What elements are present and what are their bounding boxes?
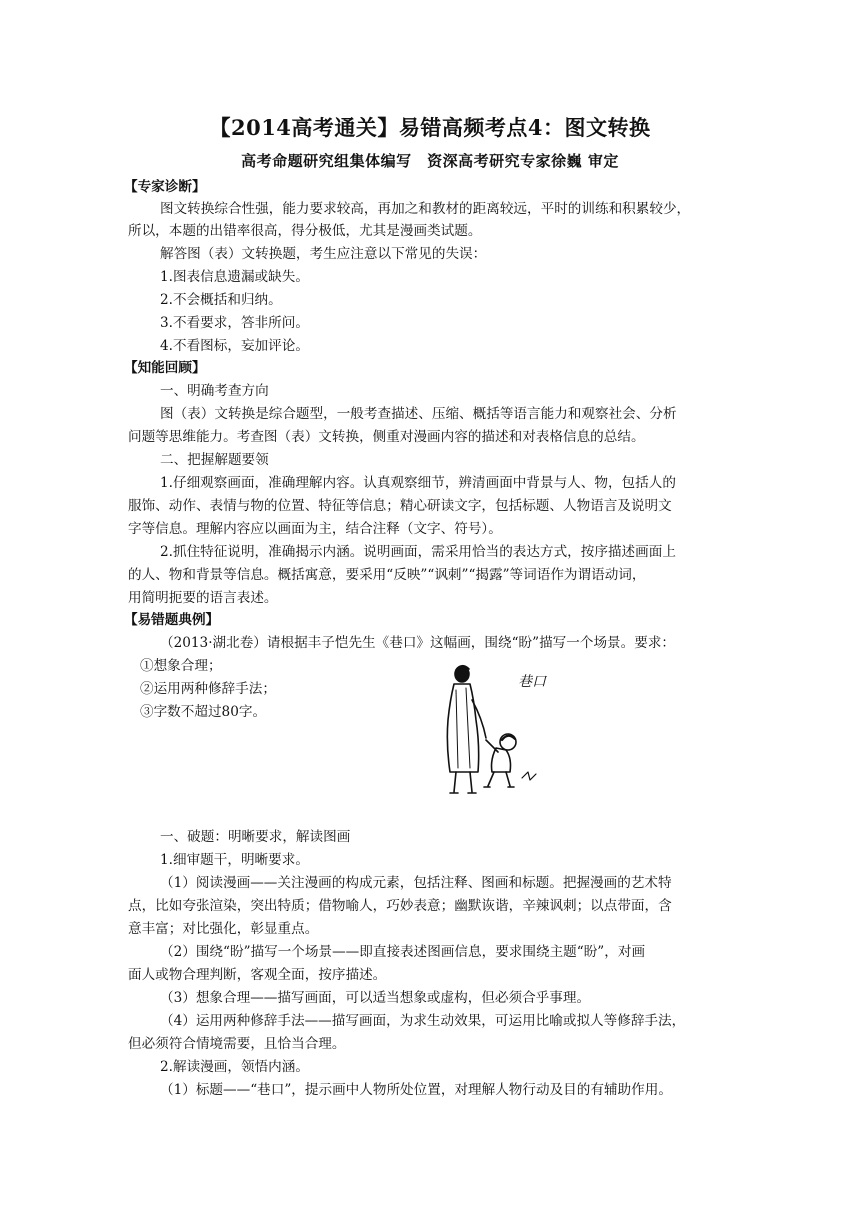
paragraph-line: （1）阅读漫画——关注漫画的构成元素，包括注释、图画和标题。把握漫画的艺术特 [160, 875, 672, 891]
paragraph-line: （1）标题——“巷口”，提示画中人物所处位置，对理解人物行动及目的有辅助作用。 [160, 1082, 672, 1098]
subsection-heading: 一、破题：明晰要求，解读图画 [160, 829, 351, 845]
paragraph-line: 解答图（表）文转换题，考生应注意以下常见的失误： [160, 246, 487, 262]
section-heading-review: 【知能回顾】 [124, 360, 206, 376]
paragraph-line: 面人或物合理判断，客观全面，按序描述。 [128, 967, 387, 983]
paragraph-line: 点，比如夸张渲染，突出特质；借物喻人，巧妙表意；幽默诙谐，辛辣讽刺；以点带面，含 [128, 898, 672, 914]
paragraph-line: （3）想象合理——描写画面，可以适当想象或虚构，但必须合乎事理。 [160, 990, 591, 1006]
list-item: 2.不会概括和归纳。 [160, 292, 282, 308]
list-item: 4.不看图标，妄加评论。 [160, 338, 309, 354]
paragraph-line: 1.仔细观察画面，准确理解内容。认真观察细节，辨清画面中背景与人、物，包括人的 [160, 475, 676, 491]
paragraph-line: 服饰、动作、表情与物的位置、特征等信息；精心研读文字，包括标题、人物语言及说明文 [128, 498, 672, 514]
paragraph-line: 的人、物和背景等信息。概括寓意，要采用“反映”“讽刺”“揭露”等词语作为谓语动词， [128, 567, 646, 583]
paragraph-line: 问题等思维能力。考查图（表）文转换，侧重对漫画内容的描述和对表格信息的总结。 [128, 429, 645, 445]
paragraph-line: 字等信息。理解内容应以画面为主，结合注释（文字、符号）。 [128, 521, 502, 537]
paragraph-line: 1.细审题干，明晰要求。 [160, 852, 309, 868]
subsection-heading: 一、明确考查方向 [160, 383, 269, 399]
paragraph-line: 但必须符合情境需要，且恰当合理。 [128, 1036, 346, 1052]
paragraph-line: （2）围绕“盼”描写一个场景——即直接表述图画信息，要求围绕主题“盼”，对画 [160, 944, 646, 960]
list-item: 1.图表信息遗漏或缺失。 [160, 269, 309, 285]
paragraph-line: 所以，本题的出错率很高，得分极低，尤其是漫画类试题。 [128, 223, 482, 239]
question-text: （2013·湖北卷）请根据丰子恺先生《巷口》这幅画，围绕“盼”描写一个场景。要求： [160, 635, 676, 651]
requirement-item: ①想象合理； [140, 658, 222, 674]
paragraph-line: 2.抓住特征说明，准确揭示内涵。说明画面，需采用恰当的表达方式，按序描述画面上 [160, 544, 676, 560]
requirement-item: ②运用两种修辞手法； [140, 681, 276, 697]
paragraph-line: 2.解读漫画，领悟内涵。 [160, 1059, 309, 1075]
paragraph-line: （4）运用两种修辞手法——描写画面，为求生动效果，可运用比喻或拟人等修辞手法， [160, 1013, 686, 1029]
requirement-item: ③字数不超过80字。 [140, 704, 267, 720]
paragraph-line: 意丰富；对比强化，彰显重点。 [128, 921, 319, 937]
paragraph-line: 图文转换综合性强，能力要求较高，再加之和教材的距离较远，平时的训练和积累较少， [160, 201, 691, 217]
paragraph-line: 图（表）文转换是综合题型，一般考查描述、压缩、概括等语言能力和观察社会、分析 [160, 406, 677, 422]
list-item: 3.不看要求，答非所问。 [160, 315, 309, 331]
cartoon-caption: 巷口 [518, 674, 546, 690]
subsection-heading: 二、把握解题要领 [160, 452, 269, 468]
cartoon-illustration [436, 660, 548, 800]
page-subtitle: 高考命题研究组集体编写 资深高考研究专家徐巍 审定 [241, 152, 619, 170]
section-heading-diagnosis: 【专家诊断】 [124, 179, 206, 195]
paragraph-line: 用简明扼要的语言表述。 [128, 590, 278, 606]
section-heading-example: 【易错题典例】 [124, 612, 220, 628]
page-title: 【2014高考通关】易错高频考点4：图文转换 [209, 115, 651, 140]
